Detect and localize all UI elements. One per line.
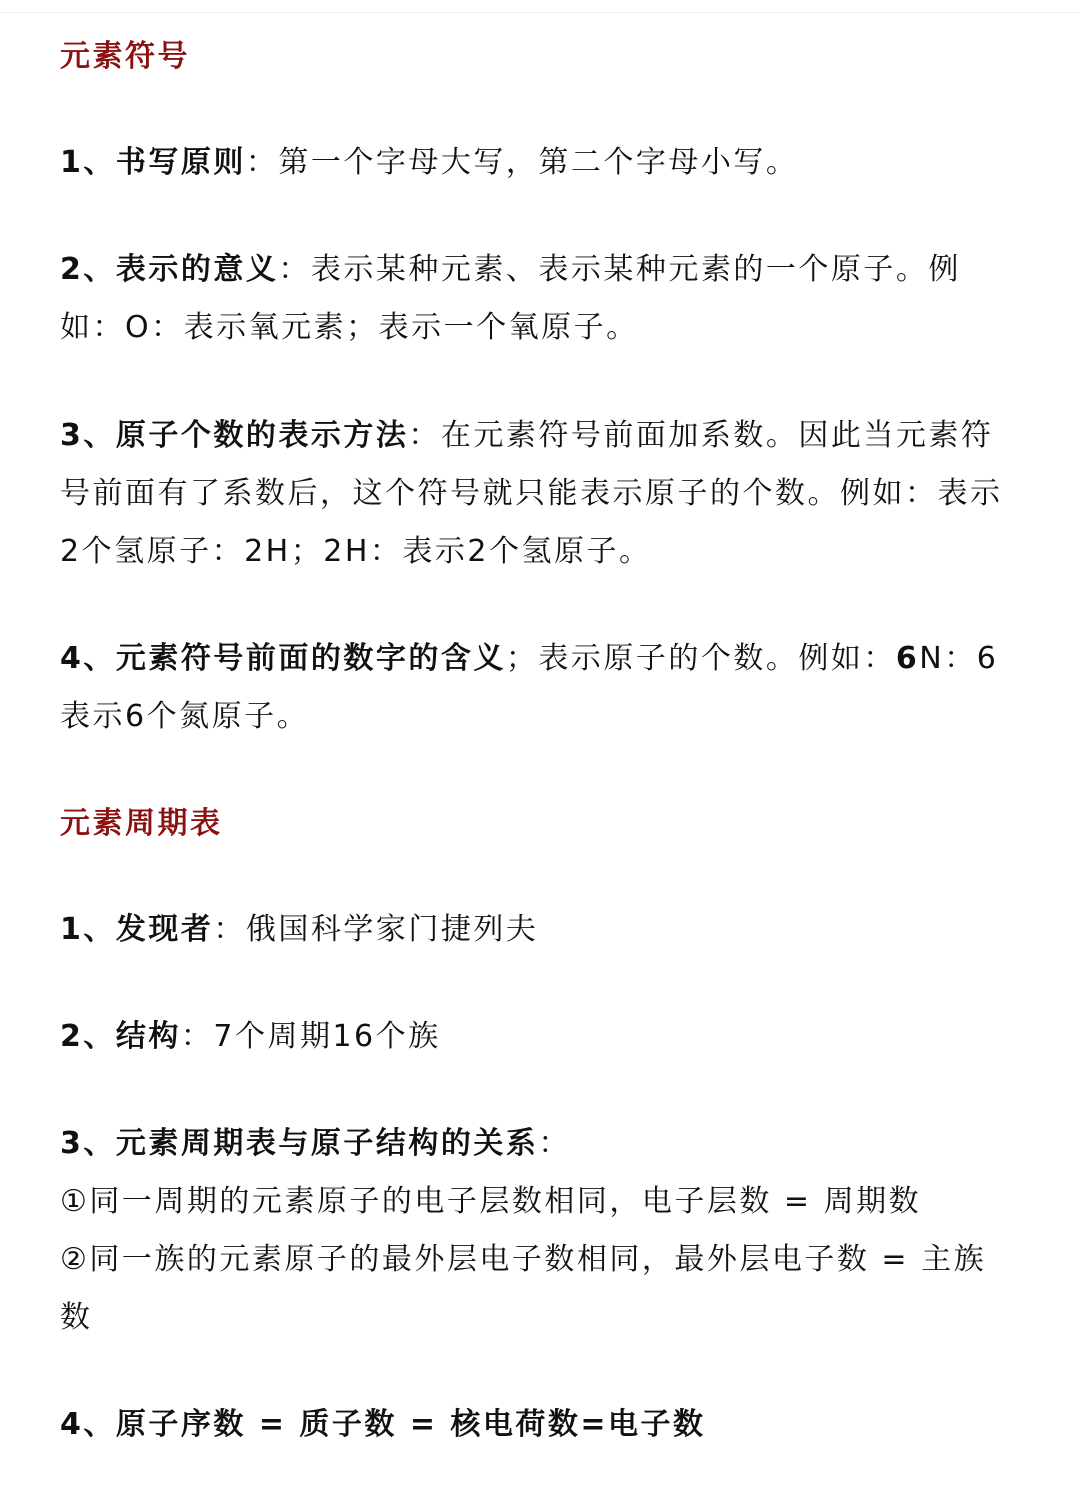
item-text-2: N：6表示6个氮原子。 — [60, 641, 999, 734]
relationship-line-period: ①同一周期的元素原子的电子层数相同，电子层数 = 周期数 — [60, 1184, 922, 1219]
paragraph-atom-count — [60, 407, 1005, 581]
item-label: 4、原子序数 = 质子数 = 核电荷数=电子数 — [60, 1407, 706, 1442]
item-label: 2、结构 — [60, 1019, 181, 1054]
top-divider — [0, 12, 1080, 13]
item-text: 俄国科学家门捷列夫 — [245, 912, 539, 947]
separator: ： — [213, 912, 246, 947]
separator: ； — [505, 641, 539, 676]
item-text: 在元素符号前面加系数。因此当元素符号前面有了系数后，这个符号就只能表示原子的个数。例如：表示2个氢原子：2H；2H：表示2个氢原子。 — [60, 418, 1003, 569]
item-text: 表示原子的个数。例如： — [538, 641, 896, 676]
item-text: 7个周期16个族 — [213, 1019, 441, 1054]
item-label: 4、元素符号前面的数字的含义 — [60, 641, 506, 676]
item-text: 表示某种元素、表示某种元素的一个原子。例如：O：表示氧元素；表示一个氧原子。 — [60, 252, 961, 345]
item-text: 第一个字母大写，第二个字母小写。 — [278, 145, 799, 180]
bold-number: 6 — [895, 641, 920, 676]
section-title-periodic-table: 元素周期表 — [60, 806, 223, 841]
paragraph-coefficient-meaning — [60, 630, 1005, 746]
paragraph-writing-rule — [60, 134, 1005, 192]
item-label: 3、元素周期表与原子结构的关系 — [60, 1126, 539, 1161]
paragraph-discoverer — [60, 901, 1005, 959]
item-label: 3、原子个数的表示方法 — [60, 418, 409, 453]
separator: ： — [180, 1019, 214, 1054]
section-title-element-symbols: 元素符号 — [60, 39, 190, 74]
relationship-line-group: ②同一族的元素原子的最外层电子数相同，最外层电子数 = 主族数 — [60, 1242, 987, 1335]
item-label: 2、表示的意义 — [60, 252, 279, 287]
paragraph-relationship — [60, 1115, 1005, 1347]
paragraph-meaning — [60, 241, 1005, 357]
separator: ： — [278, 252, 311, 287]
item-label: 1、发现者 — [60, 912, 214, 947]
paragraph-atomic-number — [60, 1396, 1005, 1454]
separator: ： — [408, 418, 441, 453]
paragraph-structure — [60, 1008, 1005, 1066]
separator: ： — [245, 145, 279, 180]
item-label: 1、书写原则 — [60, 145, 246, 180]
separator: ： — [538, 1126, 571, 1161]
